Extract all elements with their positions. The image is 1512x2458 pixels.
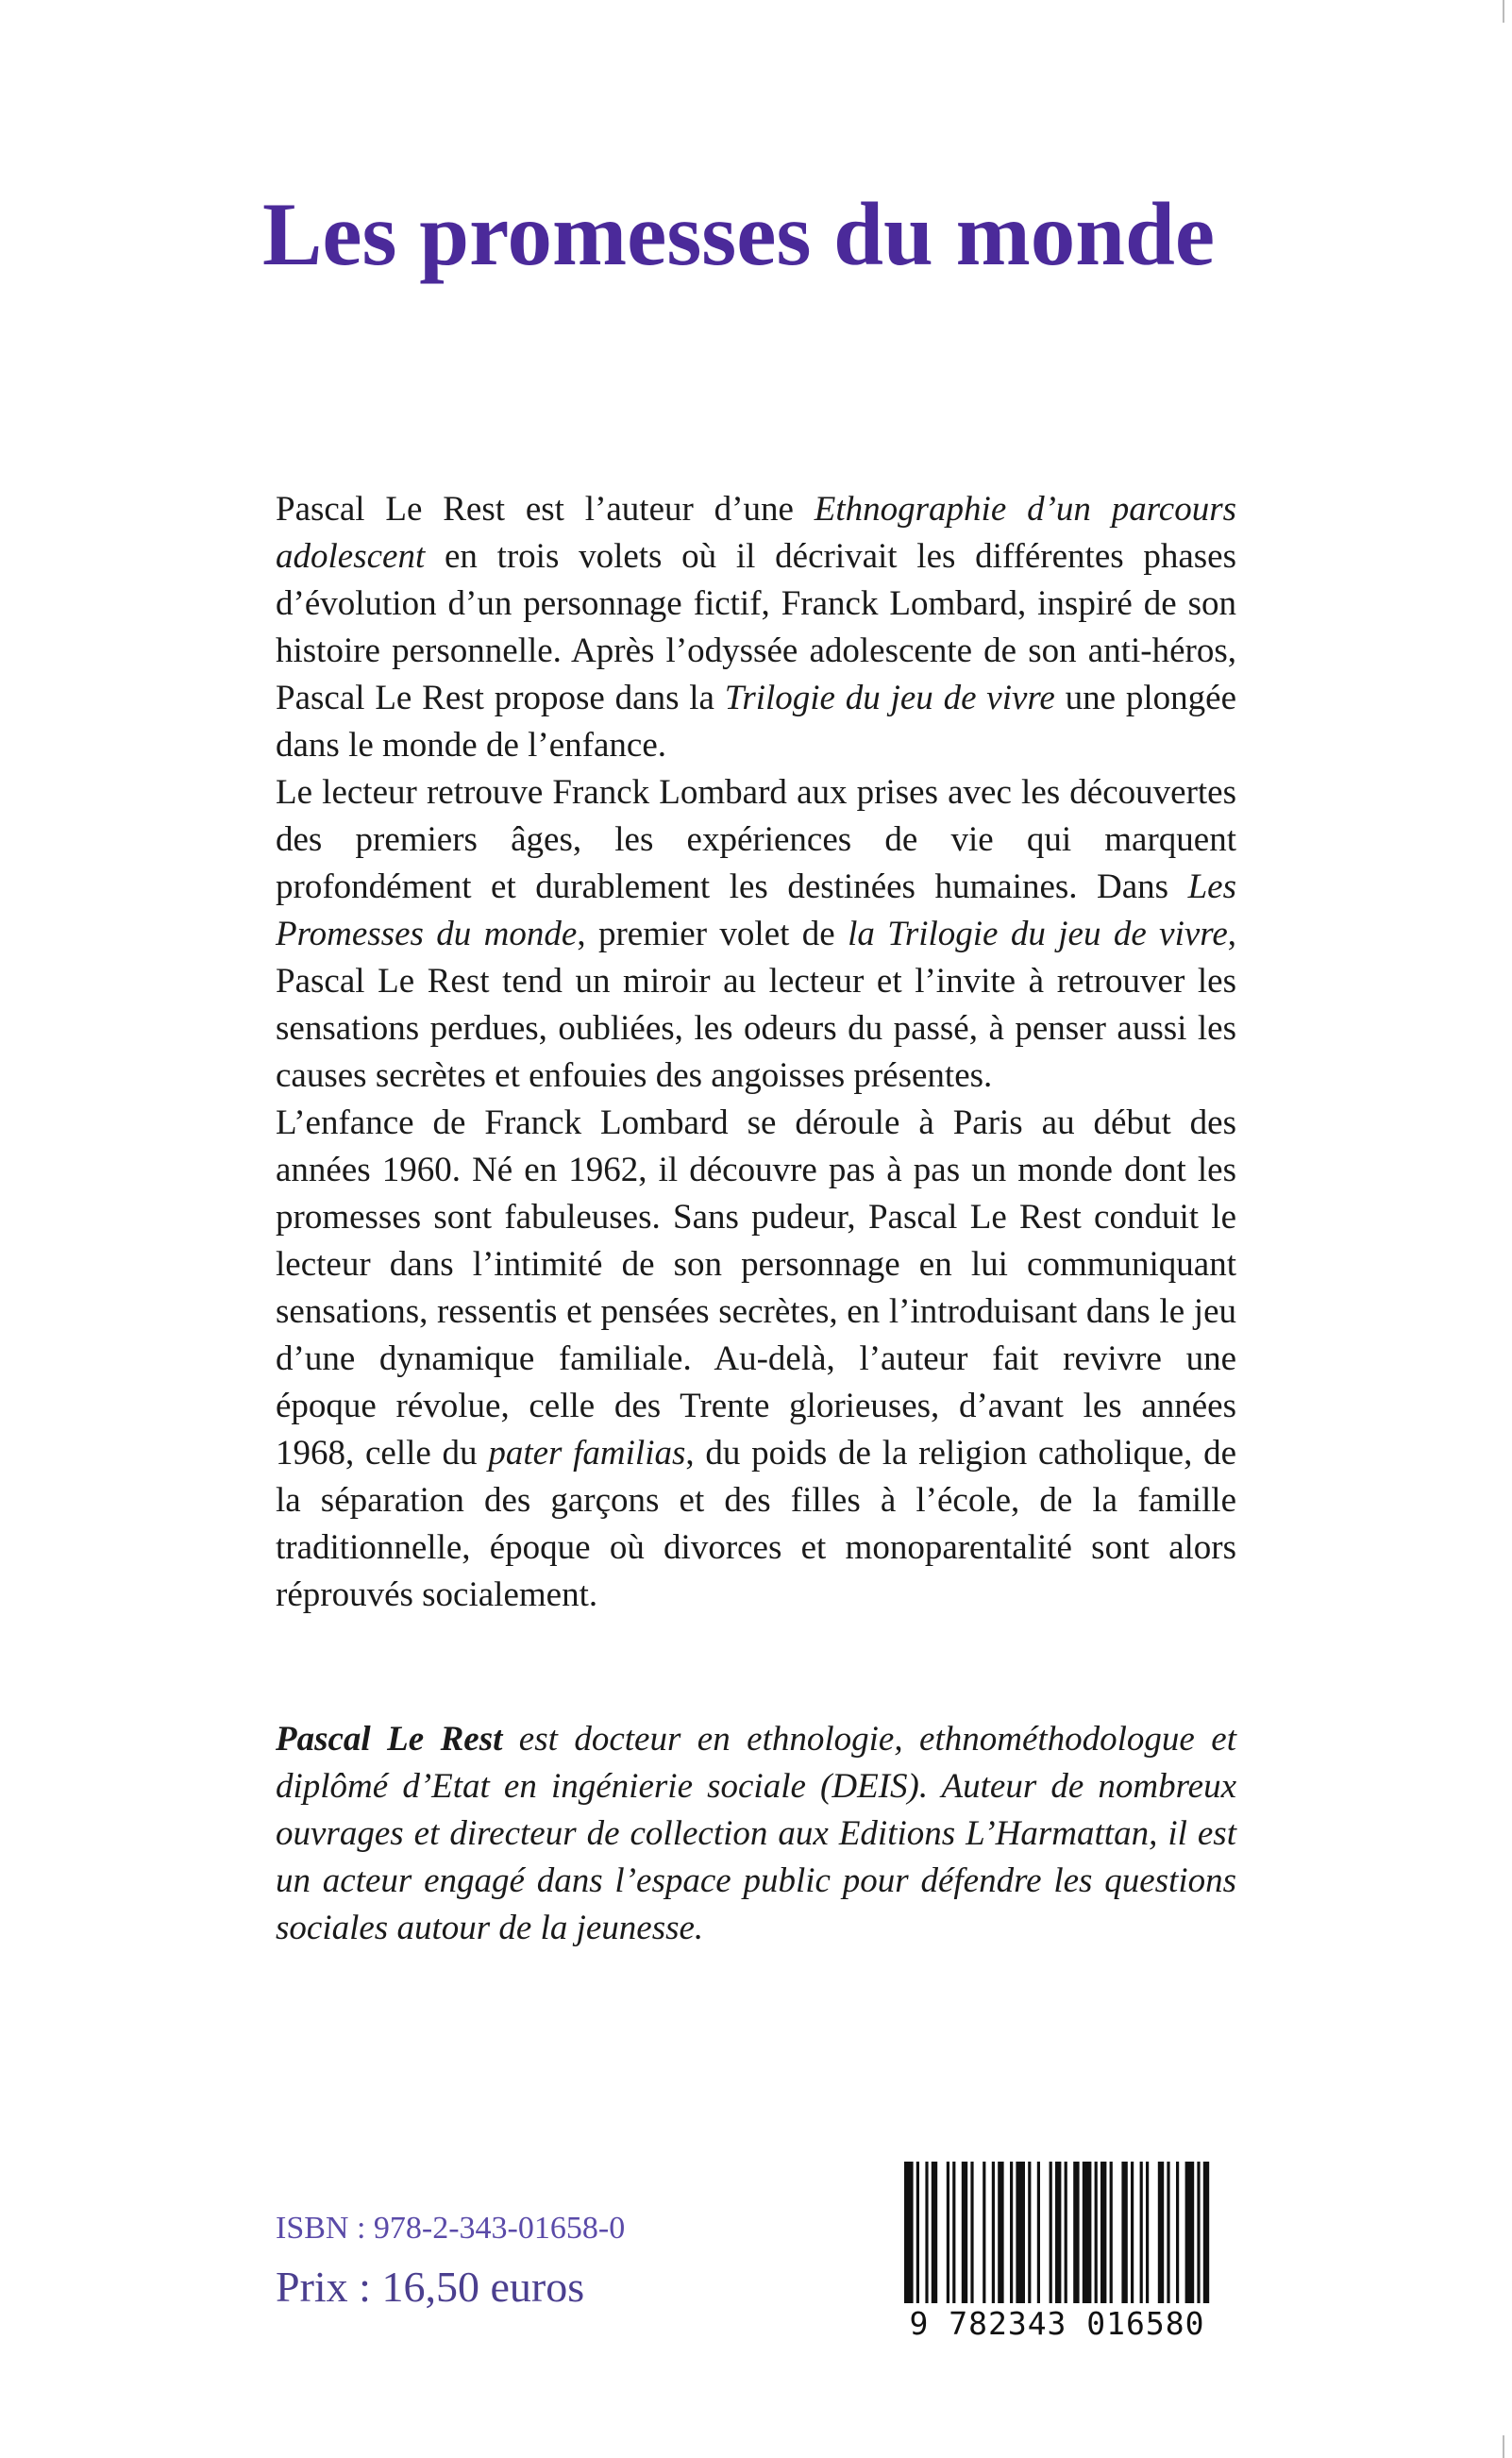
barcode-bar	[998, 2162, 1003, 2303]
summary-book-reference: Ethnographie d’un parcours adolescent	[276, 490, 1236, 576]
barcode-bar	[1083, 2162, 1092, 2303]
barcode-bar	[1146, 2162, 1149, 2303]
barcode-bar	[1121, 2162, 1127, 2303]
summary-book-reference: Les Promesses du monde	[276, 867, 1236, 953]
book-title: Les promesses du monde	[262, 184, 1216, 284]
summary-text: Le lecteur retrouve Franck Lombard aux prises avec les découvertes des premiers âges, les expériences de vie qui marquent profondément et durablement les destinées humaines. Dans	[276, 773, 1236, 906]
barcode-bar	[1110, 2162, 1113, 2303]
summary-text: , du poids de la religion catholique, de la séparation des garçons et des filles à l’école, de la famille traditionnelle, époque où divorces et monoparentalité sont alors réprouvés socialement.	[276, 1434, 1237, 1614]
summary-text: une plongée dans le monde de l’enfance.	[276, 679, 1236, 765]
summary-book-reference: Trilogie du jeu de vivre	[724, 679, 1055, 717]
barcode-bar	[947, 2162, 949, 2303]
barcode-bar	[932, 2162, 937, 2303]
author-bio-text: est docteur en ethnologie, ethnométhodologue et diplômé d’Etat en ingénierie sociale (DEIS). Auteur de nombreux ouvrages et directeur de collection aux Editions L’Harmattan, il est un acteur engagé dans l’espace public pour défendre les questions sociales autour de la jeunesse.	[276, 1720, 1236, 1947]
author-bio-paragraph	[276, 1716, 1236, 1952]
barcode-bar	[1095, 2162, 1098, 2303]
barcode-bar	[1037, 2162, 1040, 2303]
barcode-digits: 9 782343 016580	[897, 2303, 1218, 2345]
barcode-bars	[897, 2162, 1218, 2313]
author-name: Pascal Le Rest	[276, 1720, 503, 1759]
barcode-bar	[916, 2162, 919, 2313]
barcode-bar	[1158, 2162, 1164, 2303]
barcode-bar	[983, 2162, 985, 2303]
summary-text: , premier volet de	[577, 915, 848, 953]
barcode-bar	[970, 2162, 973, 2303]
back-cover-summary	[276, 486, 1236, 1619]
author-bio	[276, 1716, 1236, 1952]
crop-mark-top	[1503, 0, 1504, 23]
barcode-bar	[1016, 2162, 1025, 2303]
barcode-bar	[1140, 2162, 1143, 2303]
barcode-bar	[1185, 2162, 1195, 2303]
barcode-bar	[1028, 2162, 1031, 2303]
summary-latin-term: pater familias	[488, 1434, 686, 1473]
price-label: Prix : 16,50 euros	[276, 2263, 585, 2311]
barcode-bar	[1065, 2162, 1067, 2303]
barcode-bar	[962, 2162, 967, 2303]
summary-book-reference: la Trilogie du jeu de vivre	[848, 915, 1228, 953]
summary-paragraph-3	[276, 1100, 1236, 1619]
barcode-bar	[1055, 2162, 1061, 2303]
barcode-bar	[1176, 2162, 1179, 2303]
barcode-bar	[904, 2162, 914, 2313]
barcode	[897, 2162, 1218, 2350]
barcode-bar	[1167, 2162, 1169, 2303]
summary-text: , Pascal Le Rest tend un miroir au lecteur et l’invite à retrouver les sensations perdues, oubliées, les odeurs du passé, à penser aussi les causes secrètes et enfouies des angoisses présentes.	[276, 915, 1237, 1095]
barcode-bar	[1203, 2162, 1209, 2303]
barcode-bar	[1131, 2162, 1134, 2303]
summary-text: en trois volets où il décrivait les différentes phases d’évolution d’un personnage fictif, Franck Lombard, inspiré de son histoire personnelle. Après l’odyssée adolescente de son anti-héros, Pascal Le Rest propose dans la	[276, 537, 1236, 717]
barcode-bar	[992, 2162, 995, 2303]
isbn-label: ISBN : 978-2-343-01658-0	[276, 2211, 626, 2246]
barcode-bar	[925, 2162, 928, 2303]
barcode-bar	[1073, 2162, 1079, 2313]
summary-paragraph-2	[276, 769, 1236, 1100]
barcode-bar	[1050, 2162, 1052, 2303]
barcode-bar	[1197, 2162, 1200, 2303]
summary-paragraph-1	[276, 486, 1236, 769]
summary-text: Pascal Le Rest est l’auteur d’une	[276, 490, 815, 529]
summary-text: L’enfance de Franck Lombard se déroule à Paris au début des années 1960. Né en 1962, il découvre pas à pas un monde dont les promesses sont fabuleuses. Sans pudeur, Pascal Le Rest conduit le lecteur dans l’intimité de son personnage en lui communiquant sensations, ressentis et pensées secrètes, en l’introduisant dans le jeu d’une dynamique familiale. Au-delà, l’auteur fait revivre une époque révolue, celle des Trente glorieuses, d’avant les années 1968, celle du	[276, 1103, 1236, 1473]
crop-mark-bottom	[1503, 2435, 1504, 2458]
barcode-bar	[952, 2162, 955, 2303]
barcode-bar	[1010, 2162, 1013, 2303]
barcode-bar	[1100, 2162, 1106, 2303]
